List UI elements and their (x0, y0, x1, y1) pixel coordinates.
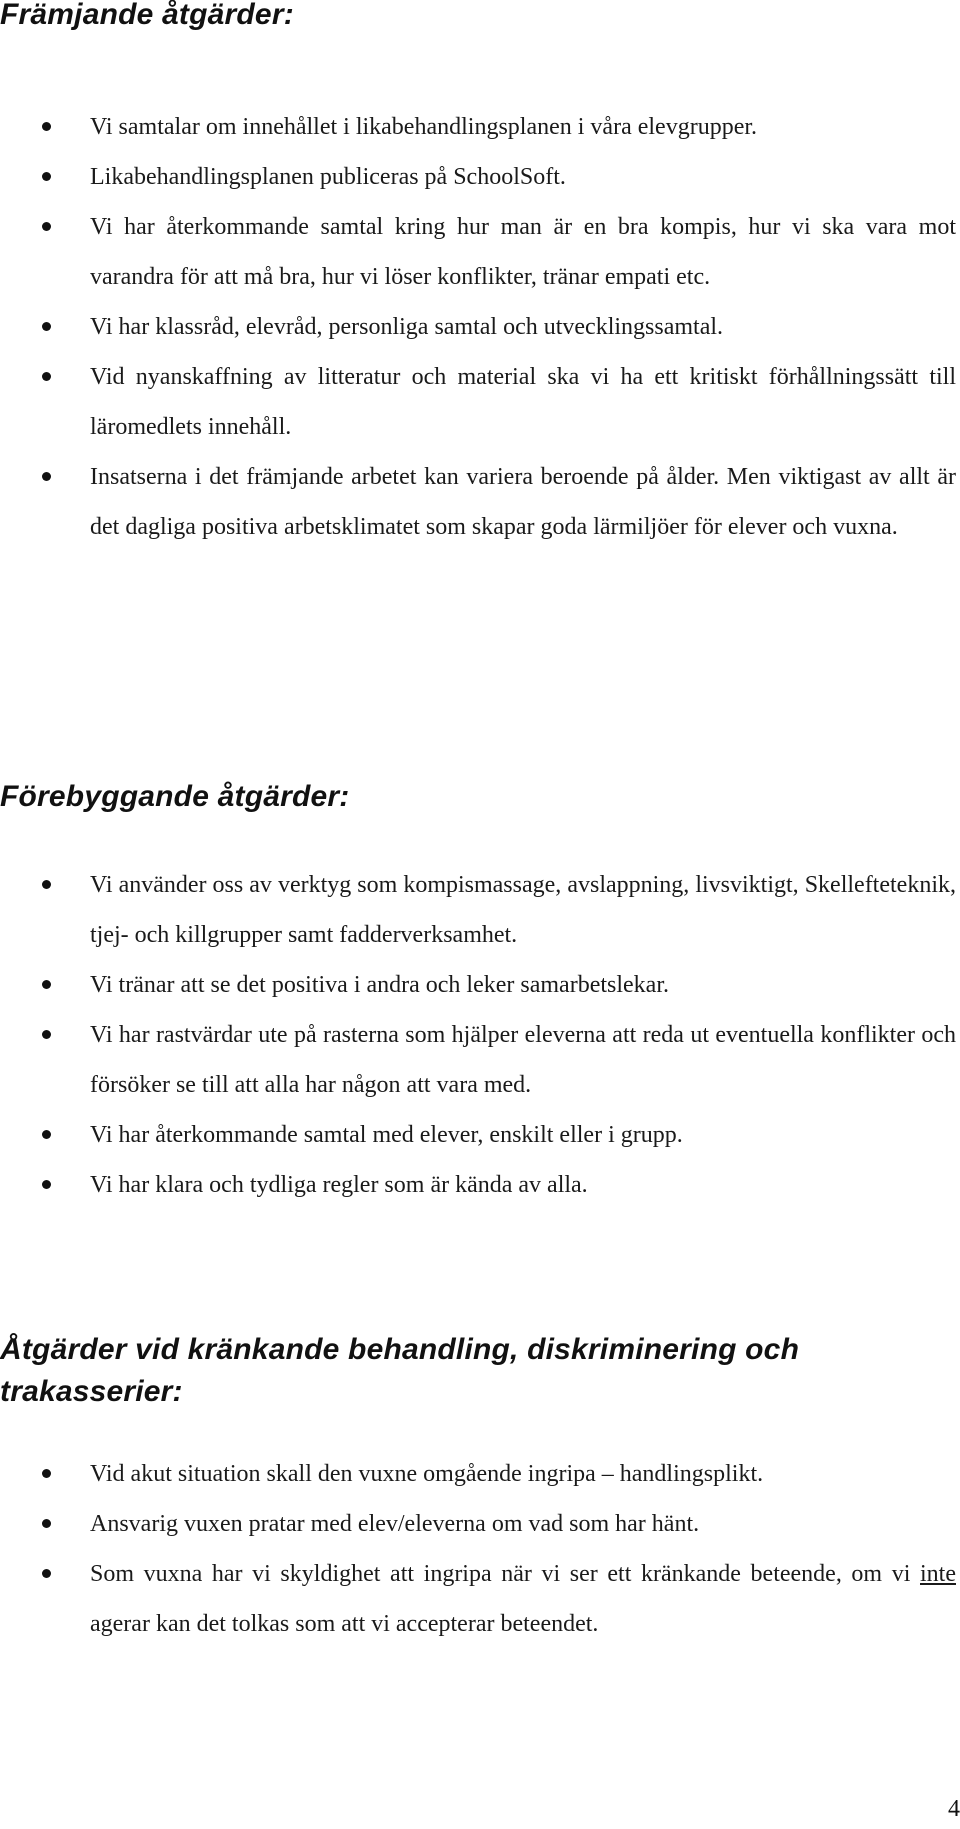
list-item-text: Ansvarig vuxen pratar med elev/eleverna om vad som har hänt. (90, 1511, 700, 1537)
list-item (0, 1549, 956, 1649)
list-item (0, 860, 956, 960)
bullet-icon (42, 1180, 51, 1189)
list-item-text: Vi har klara och tydliga regler som är kända av alla. (90, 1172, 588, 1198)
bullet-list (0, 860, 960, 1210)
list-item (0, 1160, 956, 1210)
list-item (0, 202, 956, 302)
bullet-icon (42, 1030, 51, 1039)
section-atgarder (0, 1329, 960, 1649)
bullet-icon (42, 1569, 51, 1578)
bullet-list (0, 1449, 960, 1649)
list-item (0, 352, 956, 452)
list-item-text: Insatserna i det främjande arbetet kan variera beroende på ålder. Men viktigast av allt är det dagliga positiva arbetsklimatet som skapar goda lärmiljöer för elever och vuxna. (90, 464, 956, 540)
list-item (0, 102, 956, 152)
list-item-text (90, 1561, 956, 1637)
bullet-icon (42, 322, 51, 331)
list-item-text-part: agerar kan det tolkas som att vi accepterar beteendet. (90, 1611, 599, 1637)
bullet-icon (42, 1130, 51, 1139)
section-heading: Främjande åtgärder: (0, 0, 294, 31)
section-heading-line: trakasserier: (0, 1375, 183, 1408)
bullet-icon (42, 172, 51, 181)
list-item (0, 1449, 956, 1499)
list-item-text: Vid akut situation skall den vuxne omgående ingripa – handlingsplikt. (90, 1461, 764, 1487)
list-item-text: Vid nyanskaffning av litteratur och material ska vi ha ett kritiskt förhållningssätt till läromedlets innehåll. (90, 364, 956, 440)
section-heading: Förebyggande åtgärder: (0, 780, 350, 813)
bullet-list (0, 102, 960, 552)
bullet-icon (42, 1469, 51, 1478)
list-item-text: Likabehandlingsplanen publiceras på SchoolSoft. (90, 164, 566, 190)
bullet-icon (42, 472, 51, 481)
list-item-text: Vi har återkommande samtal kring hur man är en bra kompis, hur vi ska vara mot varandra för att må bra, hur vi löser konflikter, tränar empati etc. (90, 214, 956, 290)
list-item-text: Vi har rastvärdar ute på rasterna som hjälper eleverna att reda ut eventuella konflikter och försöker se till att alla har någon att vara med. (90, 1022, 956, 1098)
section-forebyggande (0, 776, 960, 1210)
list-item-text: Vi har återkommande samtal med elever, enskilt eller i grupp. (90, 1122, 683, 1148)
bullet-icon (42, 372, 51, 381)
bullet-icon (42, 980, 51, 989)
list-item (0, 452, 956, 552)
underlined-word: inte (920, 1561, 956, 1587)
list-item-text: Vi har klassråd, elevråd, personliga samtal och utvecklingssamtal. (90, 314, 724, 340)
list-item (0, 302, 956, 352)
list-item-text: Vi använder oss av verktyg som kompismassage, avslappning, livsviktigt, Skellefteteknik, tjej- och killgrupper samt fadderverksamhet. (90, 872, 956, 948)
section-heading-line: Åtgärder vid kränkande behandling, diskriminering och (0, 1333, 800, 1366)
section-framjande (0, 0, 960, 552)
bullet-icon (42, 122, 51, 131)
list-item (0, 152, 956, 202)
list-item (0, 1499, 956, 1549)
list-item (0, 960, 956, 1010)
list-item (0, 1110, 956, 1160)
list-item-text: Vi tränar att se det positiva i andra och leker samarbetslekar. (90, 972, 669, 998)
list-item-text-part: Som vuxna har vi skyldighet att ingripa när vi ser ett kränkande beteende, om vi (90, 1561, 920, 1587)
bullet-icon (42, 1519, 51, 1528)
list-item (0, 1010, 956, 1110)
page-number: 4 (948, 1796, 960, 1822)
section-heading (0, 1329, 960, 1413)
bullet-icon (42, 880, 51, 889)
bullet-icon (42, 222, 51, 231)
list-item-text: Vi samtalar om innehållet i likabehandlingsplanen i våra elevgrupper. (90, 114, 758, 140)
